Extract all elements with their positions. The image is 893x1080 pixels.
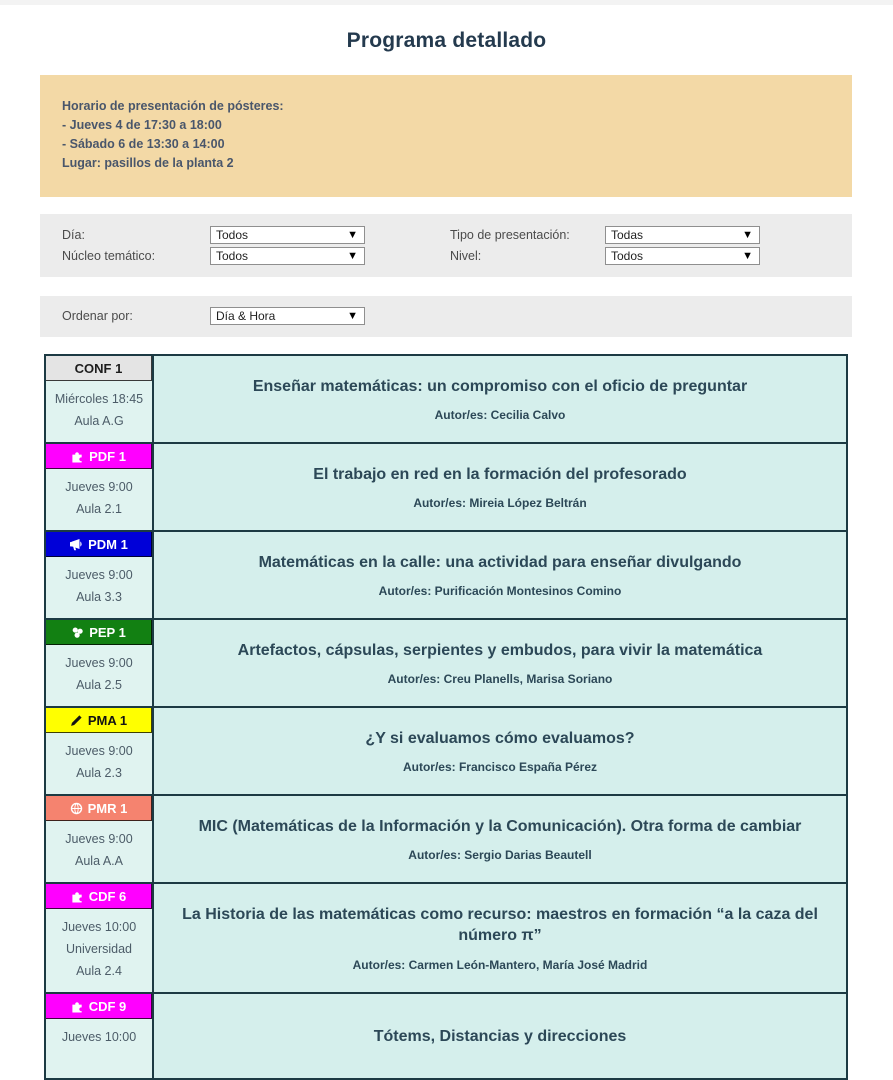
session-details (46, 909, 152, 992)
session-title: El trabajo en red en la formación del profesorado (313, 465, 687, 483)
filters-panel (40, 214, 852, 277)
session-authors: Autor/es: Cecilia Calvo (434, 408, 566, 423)
session-code: PDF 1 (89, 448, 126, 464)
dropdown-caret-icon: ▼ (347, 309, 358, 322)
session-info-cell (46, 532, 154, 618)
page-title: Programa detallado (346, 29, 547, 52)
session-title: Tótems, Distancias y direcciones (373, 1027, 627, 1045)
globe-icon (70, 802, 83, 815)
nivel-filter-select[interactable] (605, 247, 760, 265)
dropdown-caret-icon: ▼ (347, 228, 358, 241)
session-title: La Historia de las matemáticas como recurso: maestros en formación “a la caza del número π” (182, 906, 818, 944)
session-code-badge (46, 796, 152, 821)
tipo-filter-select[interactable] (605, 226, 760, 244)
dia-filter-label: Día: (62, 228, 85, 242)
session-code: PMR 1 (87, 800, 128, 816)
program-table (44, 354, 848, 1080)
session-info-cell (46, 884, 154, 992)
dia-filter-select[interactable] (210, 226, 365, 244)
session-details (46, 469, 152, 530)
pen-icon (70, 714, 83, 727)
session-content-cell (154, 708, 846, 794)
dropdown-caret-icon: ▼ (347, 249, 358, 262)
session-code: PEP 1 (89, 624, 126, 640)
tipo-filter-label: Tipo de presentación: (450, 228, 570, 242)
session-content-cell (154, 994, 846, 1078)
puzzle-icon (71, 450, 84, 463)
session-room: Aula 2.3 (76, 766, 122, 780)
dropdown-caret-icon: ▼ (742, 228, 753, 241)
session-info-cell (46, 444, 154, 530)
session-time: Jueves 9:00 (65, 480, 133, 494)
nucleo-filter-select[interactable] (210, 247, 365, 265)
nivel-filter-value: Todos (611, 249, 644, 263)
nucleo-filter-value: Todos (216, 249, 249, 263)
session-authors: Autor/es: Creu Planells, Marisa Soriano (387, 672, 613, 687)
session-details (46, 381, 152, 442)
page-top-divider (0, 0, 893, 5)
puzzle-icon (71, 1000, 84, 1013)
session-time: Jueves 9:00 (65, 744, 133, 758)
session-code-badge (46, 532, 152, 557)
session-content-cell (154, 532, 846, 618)
session-details (46, 557, 152, 618)
sort-panel (40, 296, 852, 337)
session-code-badge (46, 884, 152, 909)
session-room: Aula 2.5 (76, 678, 122, 692)
notice-line-3: - Sábado 6 de 13:30 a 14:00 (62, 137, 225, 151)
session-details (46, 645, 152, 706)
session-row (46, 706, 846, 794)
session-authors: Autor/es: Sergio Darias Beautell (408, 848, 592, 863)
session-content-cell (154, 356, 846, 442)
session-time: Jueves 9:00 (65, 568, 133, 582)
puzzle-icon (71, 890, 84, 903)
sort-select[interactable] (210, 307, 365, 325)
session-code: CDF 6 (88, 888, 127, 904)
session-info-cell (46, 620, 154, 706)
sort-label: Ordenar por: (62, 309, 133, 323)
dropdown-caret-icon: ▼ (742, 249, 753, 262)
session-row (46, 992, 846, 1078)
session-details (46, 1019, 152, 1058)
session-row (46, 794, 846, 882)
megaphone-icon (69, 538, 83, 551)
session-content-cell (154, 444, 846, 530)
notice-line-1: Horario de presentación de pósteres: (62, 99, 284, 113)
session-code-badge (46, 356, 152, 381)
session-room: Aula 2.1 (76, 502, 122, 516)
session-content-cell (154, 620, 846, 706)
session-authors: Autor/es: Purificación Montesinos Comino (378, 584, 622, 599)
session-code-badge (46, 620, 152, 645)
session-row (46, 882, 846, 992)
session-time: Jueves 9:00 (65, 832, 133, 846)
session-code: CONF 1 (74, 360, 123, 376)
session-title: MIC (Matemáticas de la Información y la Comunicación). Otra forma de cambiar (198, 817, 802, 835)
notice-line-2: - Jueves 4 de 17:30 a 18:00 (62, 118, 222, 132)
session-code: PMA 1 (87, 712, 128, 728)
poster-schedule-notice (40, 75, 852, 197)
session-row (46, 618, 846, 706)
session-content-cell (154, 884, 846, 992)
session-title: Matemáticas en la calle: una actividad para enseñar divulgando (258, 553, 742, 571)
session-content-cell (154, 796, 846, 882)
session-authors: Autor/es: Francisco España Pérez (402, 760, 598, 775)
nivel-filter-label: Nivel: (450, 249, 482, 263)
session-details (46, 821, 152, 882)
session-code: PDM 1 (88, 536, 128, 552)
session-authors: Autor/es: Carmen León-Mantero, María José Madrid (352, 958, 648, 972)
session-details (46, 733, 152, 794)
session-title: ¿Y si evaluamos cómo evaluamos? (365, 729, 635, 747)
session-row (46, 356, 846, 442)
session-room: Aula 2.4 (76, 964, 122, 978)
session-row (46, 442, 846, 530)
session-info-cell (46, 356, 154, 442)
session-code: CDF 9 (88, 998, 127, 1014)
session-title: Enseñar matemáticas: un compromiso con el oficio de preguntar (252, 377, 748, 395)
notice-line-4: Lugar: pasillos de la planta 2 (62, 156, 234, 170)
session-info-cell (46, 796, 154, 882)
session-info-cell (46, 708, 154, 794)
session-room: Universidad (65, 942, 132, 956)
nucleo-filter-label: Núcleo temático: (62, 249, 156, 263)
session-code-badge (46, 708, 152, 733)
session-room: Aula A.A (75, 854, 123, 868)
session-code-badge (46, 444, 152, 469)
session-time: Jueves 10:00 (61, 1030, 137, 1044)
sort-value: Día & Hora (216, 309, 276, 323)
session-time: Jueves 9:00 (65, 656, 133, 670)
session-time: Miércoles 18:45 (54, 392, 144, 406)
session-room: Aula 3.3 (76, 590, 122, 604)
session-time: Jueves 10:00 (61, 920, 137, 934)
session-title: Artefactos, cápsulas, serpientes y embudos, para vivir la matemática (237, 641, 763, 659)
session-room: Aula A.G (74, 414, 124, 428)
session-authors: Autor/es: Mireia López Beltrán (413, 496, 587, 511)
dia-filter-value: Todos (216, 228, 249, 242)
circles-icon (71, 626, 84, 639)
session-info-cell (46, 994, 154, 1078)
session-code-badge (46, 994, 152, 1019)
tipo-filter-value: Todas (611, 228, 644, 242)
session-row (46, 530, 846, 618)
